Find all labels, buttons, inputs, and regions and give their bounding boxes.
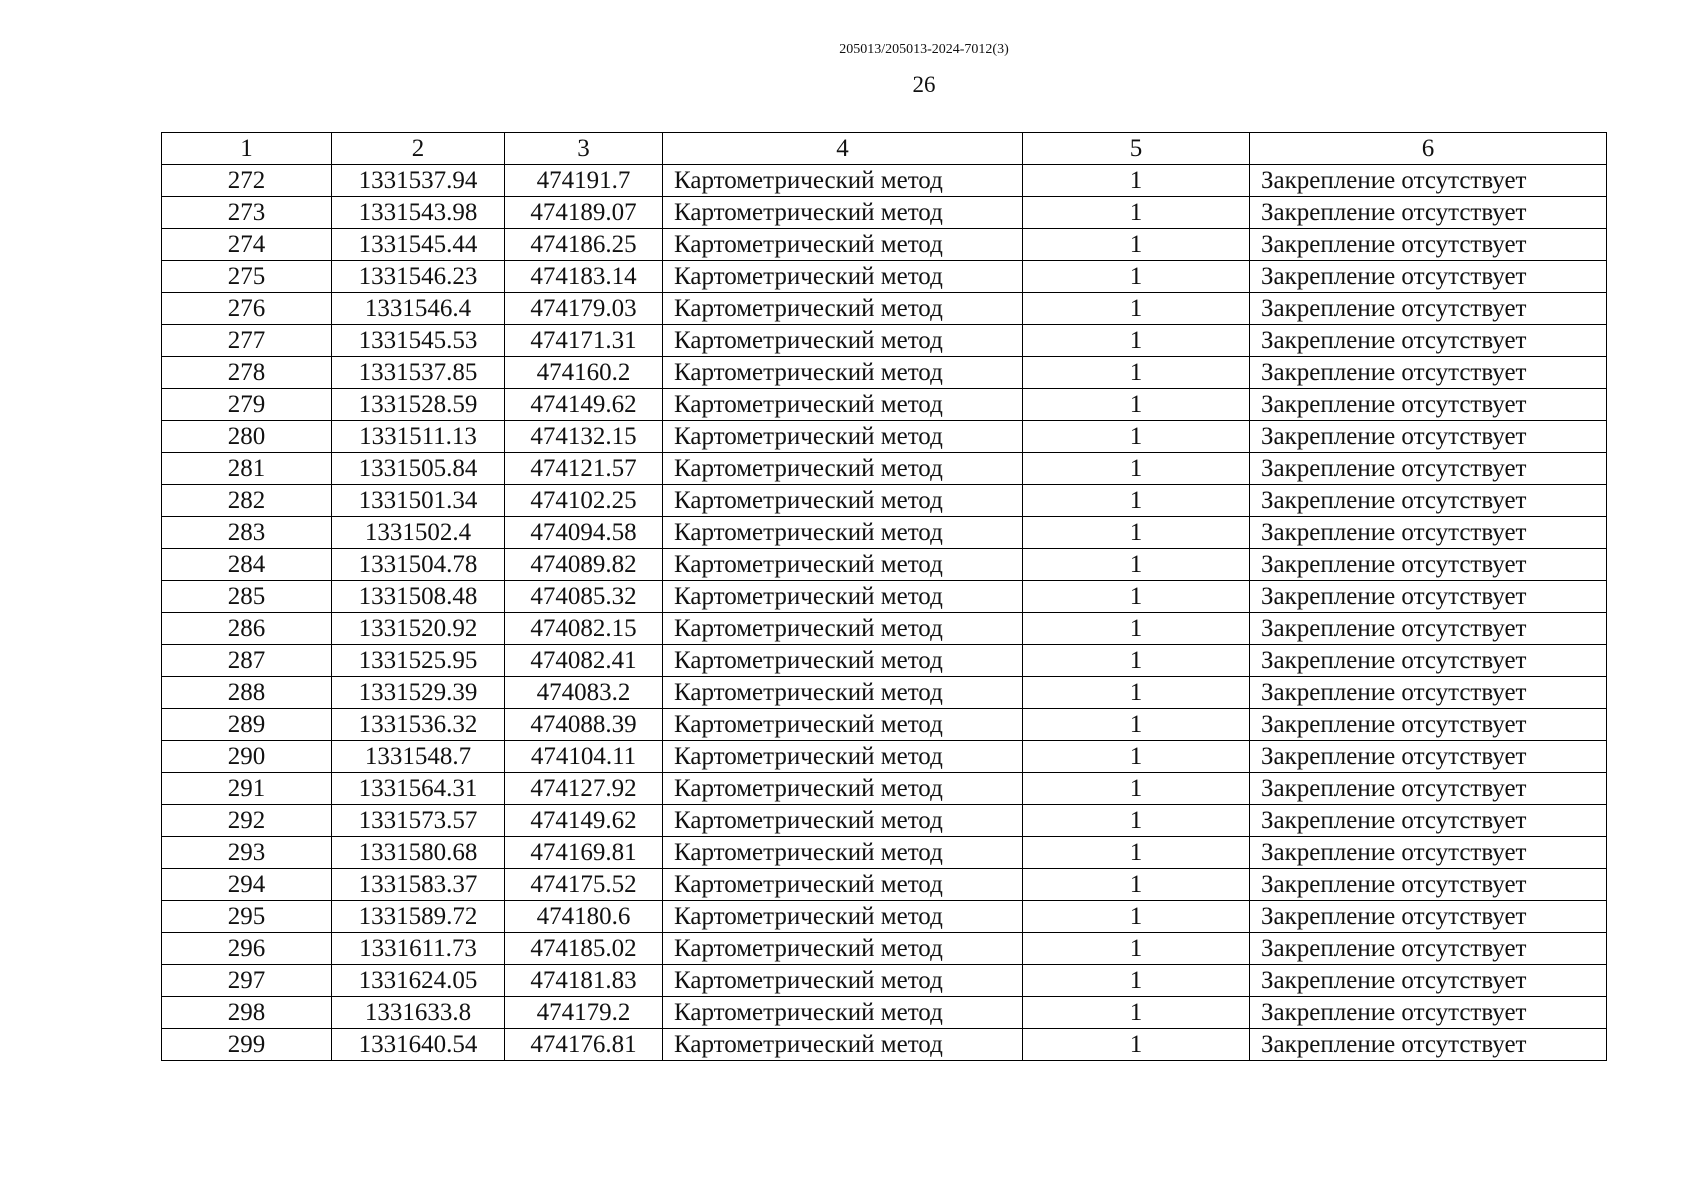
fixation-cell: Закрепление отсутствует xyxy=(1250,453,1607,485)
accuracy-cell: 1 xyxy=(1023,357,1250,389)
point-number-cell: 278 xyxy=(162,357,332,389)
table-row xyxy=(162,613,1607,645)
y-coordinate-cell: 474189.07 xyxy=(505,197,663,229)
accuracy-cell: 1 xyxy=(1023,229,1250,261)
fixation-cell: Закрепление отсутствует xyxy=(1250,165,1607,197)
method-cell: Картометрический метод xyxy=(663,261,1023,293)
x-coordinate-cell: 1331504.78 xyxy=(332,549,505,581)
accuracy-cell: 1 xyxy=(1023,165,1250,197)
x-coordinate-cell: 1331505.84 xyxy=(332,453,505,485)
point-number-cell: 272 xyxy=(162,165,332,197)
point-number-cell: 288 xyxy=(162,677,332,709)
accuracy-cell: 1 xyxy=(1023,805,1250,837)
point-number-cell: 286 xyxy=(162,613,332,645)
method-cell: Картометрический метод xyxy=(663,805,1023,837)
fixation-cell: Закрепление отсутствует xyxy=(1250,357,1607,389)
fixation-cell: Закрепление отсутствует xyxy=(1250,773,1607,805)
x-coordinate-cell: 1331546.23 xyxy=(332,261,505,293)
point-number-cell: 280 xyxy=(162,421,332,453)
accuracy-cell: 1 xyxy=(1023,453,1250,485)
accuracy-cell: 1 xyxy=(1023,965,1250,997)
fixation-cell: Закрепление отсутствует xyxy=(1250,389,1607,421)
method-cell: Картометрический метод xyxy=(663,197,1023,229)
x-coordinate-cell: 1331525.95 xyxy=(332,645,505,677)
point-number-cell: 297 xyxy=(162,965,332,997)
y-coordinate-cell: 474176.81 xyxy=(505,1029,663,1061)
method-cell: Картометрический метод xyxy=(663,581,1023,613)
accuracy-cell: 1 xyxy=(1023,325,1250,357)
y-coordinate-cell: 474104.11 xyxy=(505,741,663,773)
y-coordinate-cell: 474083.2 xyxy=(505,677,663,709)
method-cell: Картометрический метод xyxy=(663,773,1023,805)
x-coordinate-cell: 1331501.34 xyxy=(332,485,505,517)
y-coordinate-cell: 474127.92 xyxy=(505,773,663,805)
table-row xyxy=(162,805,1607,837)
point-number-cell: 294 xyxy=(162,869,332,901)
table-row xyxy=(162,581,1607,613)
method-cell: Картометрический метод xyxy=(663,997,1023,1029)
fixation-cell: Закрепление отсутствует xyxy=(1250,997,1607,1029)
column-header-5: 5 xyxy=(1023,133,1250,165)
y-coordinate-cell: 474181.83 xyxy=(505,965,663,997)
table-row xyxy=(162,421,1607,453)
fixation-cell: Закрепление отсутствует xyxy=(1250,581,1607,613)
accuracy-cell: 1 xyxy=(1023,1029,1250,1061)
accuracy-cell: 1 xyxy=(1023,261,1250,293)
x-coordinate-cell: 1331536.32 xyxy=(332,709,505,741)
table-row xyxy=(162,901,1607,933)
x-coordinate-cell: 1331520.92 xyxy=(332,613,505,645)
x-coordinate-cell: 1331502.4 xyxy=(332,517,505,549)
table-row xyxy=(162,165,1607,197)
table-row xyxy=(162,325,1607,357)
x-coordinate-cell: 1331564.31 xyxy=(332,773,505,805)
fixation-cell: Закрепление отсутствует xyxy=(1250,517,1607,549)
x-coordinate-cell: 1331508.48 xyxy=(332,581,505,613)
y-coordinate-cell: 474102.25 xyxy=(505,485,663,517)
accuracy-cell: 1 xyxy=(1023,581,1250,613)
accuracy-cell: 1 xyxy=(1023,709,1250,741)
fixation-cell: Закрепление отсутствует xyxy=(1250,485,1607,517)
point-number-cell: 289 xyxy=(162,709,332,741)
method-cell: Картометрический метод xyxy=(663,229,1023,261)
point-number-cell: 273 xyxy=(162,197,332,229)
y-coordinate-cell: 474175.52 xyxy=(505,869,663,901)
method-cell: Картометрический метод xyxy=(663,837,1023,869)
table-row xyxy=(162,261,1607,293)
point-number-cell: 277 xyxy=(162,325,332,357)
method-cell: Картометрический метод xyxy=(663,325,1023,357)
fixation-cell: Закрепление отсутствует xyxy=(1250,741,1607,773)
point-number-cell: 290 xyxy=(162,741,332,773)
fixation-cell: Закрепление отсутствует xyxy=(1250,933,1607,965)
column-header-4: 4 xyxy=(663,133,1023,165)
accuracy-cell: 1 xyxy=(1023,549,1250,581)
accuracy-cell: 1 xyxy=(1023,613,1250,645)
y-coordinate-cell: 474094.58 xyxy=(505,517,663,549)
method-cell: Картометрический метод xyxy=(663,677,1023,709)
point-number-cell: 293 xyxy=(162,837,332,869)
method-cell: Картометрический метод xyxy=(663,389,1023,421)
table-row xyxy=(162,293,1607,325)
point-number-cell: 283 xyxy=(162,517,332,549)
fixation-cell: Закрепление отсутствует xyxy=(1250,965,1607,997)
x-coordinate-cell: 1331545.53 xyxy=(332,325,505,357)
table-header-row xyxy=(162,133,1607,165)
fixation-cell: Закрепление отсутствует xyxy=(1250,1029,1607,1061)
point-number-cell: 285 xyxy=(162,581,332,613)
point-number-cell: 292 xyxy=(162,805,332,837)
fixation-cell: Закрепление отсутствует xyxy=(1250,677,1607,709)
method-cell: Картометрический метод xyxy=(663,1029,1023,1061)
method-cell: Картометрический метод xyxy=(663,293,1023,325)
x-coordinate-cell: 1331633.8 xyxy=(332,997,505,1029)
method-cell: Картометрический метод xyxy=(663,485,1023,517)
fixation-cell: Закрепление отсутствует xyxy=(1250,901,1607,933)
accuracy-cell: 1 xyxy=(1023,517,1250,549)
method-cell: Картометрический метод xyxy=(663,869,1023,901)
accuracy-cell: 1 xyxy=(1023,933,1250,965)
y-coordinate-cell: 474185.02 xyxy=(505,933,663,965)
method-cell: Картометрический метод xyxy=(663,709,1023,741)
table-row xyxy=(162,997,1607,1029)
table-row xyxy=(162,1029,1607,1061)
table-row xyxy=(162,197,1607,229)
accuracy-cell: 1 xyxy=(1023,389,1250,421)
fixation-cell: Закрепление отсутствует xyxy=(1250,229,1607,261)
method-cell: Картометрический метод xyxy=(663,549,1023,581)
y-coordinate-cell: 474121.57 xyxy=(505,453,663,485)
point-number-cell: 275 xyxy=(162,261,332,293)
y-coordinate-cell: 474085.32 xyxy=(505,581,663,613)
x-coordinate-cell: 1331537.85 xyxy=(332,357,505,389)
point-number-cell: 281 xyxy=(162,453,332,485)
accuracy-cell: 1 xyxy=(1023,837,1250,869)
accuracy-cell: 1 xyxy=(1023,997,1250,1029)
y-coordinate-cell: 474089.82 xyxy=(505,549,663,581)
y-coordinate-cell: 474132.15 xyxy=(505,421,663,453)
table-row xyxy=(162,869,1607,901)
method-cell: Картометрический метод xyxy=(663,645,1023,677)
x-coordinate-cell: 1331624.05 xyxy=(332,965,505,997)
x-coordinate-cell: 1331545.44 xyxy=(332,229,505,261)
x-coordinate-cell: 1331537.94 xyxy=(332,165,505,197)
table-row xyxy=(162,645,1607,677)
point-number-cell: 295 xyxy=(162,901,332,933)
y-coordinate-cell: 474186.25 xyxy=(505,229,663,261)
table-row xyxy=(162,549,1607,581)
accuracy-cell: 1 xyxy=(1023,741,1250,773)
accuracy-cell: 1 xyxy=(1023,421,1250,453)
y-coordinate-cell: 474088.39 xyxy=(505,709,663,741)
table-row xyxy=(162,965,1607,997)
table-row xyxy=(162,741,1607,773)
y-coordinate-cell: 474082.41 xyxy=(505,645,663,677)
column-header-3: 3 xyxy=(505,133,663,165)
coordinates-table xyxy=(161,132,1607,1061)
fixation-cell: Закрепление отсутствует xyxy=(1250,837,1607,869)
page-number: 26 xyxy=(912,72,936,97)
y-coordinate-cell: 474171.31 xyxy=(505,325,663,357)
y-coordinate-cell: 474183.14 xyxy=(505,261,663,293)
x-coordinate-cell: 1331543.98 xyxy=(332,197,505,229)
y-coordinate-cell: 474179.2 xyxy=(505,997,663,1029)
fixation-cell: Закрепление отсутствует xyxy=(1250,421,1607,453)
y-coordinate-cell: 474169.81 xyxy=(505,837,663,869)
point-number-cell: 276 xyxy=(162,293,332,325)
y-coordinate-cell: 474082.15 xyxy=(505,613,663,645)
point-number-cell: 282 xyxy=(162,485,332,517)
table-row xyxy=(162,229,1607,261)
fixation-cell: Закрепление отсутствует xyxy=(1250,293,1607,325)
y-coordinate-cell: 474160.2 xyxy=(505,357,663,389)
y-coordinate-cell: 474149.62 xyxy=(505,805,663,837)
method-cell: Картометрический метод xyxy=(663,357,1023,389)
point-number-cell: 284 xyxy=(162,549,332,581)
x-coordinate-cell: 1331546.4 xyxy=(332,293,505,325)
column-header-2: 2 xyxy=(332,133,505,165)
method-cell: Картометрический метод xyxy=(663,613,1023,645)
accuracy-cell: 1 xyxy=(1023,293,1250,325)
method-cell: Картометрический метод xyxy=(663,165,1023,197)
table-row xyxy=(162,837,1607,869)
table-row xyxy=(162,357,1607,389)
fixation-cell: Закрепление отсутствует xyxy=(1250,645,1607,677)
fixation-cell: Закрепление отсутствует xyxy=(1250,549,1607,581)
y-coordinate-cell: 474191.7 xyxy=(505,165,663,197)
x-coordinate-cell: 1331529.39 xyxy=(332,677,505,709)
table-row xyxy=(162,709,1607,741)
method-cell: Картометрический метод xyxy=(663,517,1023,549)
y-coordinate-cell: 474149.62 xyxy=(505,389,663,421)
fixation-cell: Закрепление отсутствует xyxy=(1250,805,1607,837)
method-cell: Картометрический метод xyxy=(663,453,1023,485)
fixation-cell: Закрепление отсутствует xyxy=(1250,709,1607,741)
point-number-cell: 296 xyxy=(162,933,332,965)
x-coordinate-cell: 1331511.13 xyxy=(332,421,505,453)
accuracy-cell: 1 xyxy=(1023,197,1250,229)
table-row xyxy=(162,677,1607,709)
method-cell: Картометрический метод xyxy=(663,741,1023,773)
x-coordinate-cell: 1331580.68 xyxy=(332,837,505,869)
point-number-cell: 279 xyxy=(162,389,332,421)
point-number-cell: 298 xyxy=(162,997,332,1029)
method-cell: Картометрический метод xyxy=(663,421,1023,453)
x-coordinate-cell: 1331583.37 xyxy=(332,869,505,901)
x-coordinate-cell: 1331640.54 xyxy=(332,1029,505,1061)
fixation-cell: Закрепление отсутствует xyxy=(1250,261,1607,293)
x-coordinate-cell: 1331611.73 xyxy=(332,933,505,965)
accuracy-cell: 1 xyxy=(1023,485,1250,517)
accuracy-cell: 1 xyxy=(1023,645,1250,677)
table-body xyxy=(162,165,1607,1061)
accuracy-cell: 1 xyxy=(1023,869,1250,901)
x-coordinate-cell: 1331528.59 xyxy=(332,389,505,421)
table-row xyxy=(162,933,1607,965)
table-row xyxy=(162,485,1607,517)
x-coordinate-cell: 1331573.57 xyxy=(332,805,505,837)
table-row xyxy=(162,453,1607,485)
fixation-cell: Закрепление отсутствует xyxy=(1250,869,1607,901)
y-coordinate-cell: 474180.6 xyxy=(505,901,663,933)
table-row xyxy=(162,389,1607,421)
table-row xyxy=(162,773,1607,805)
point-number-cell: 274 xyxy=(162,229,332,261)
accuracy-cell: 1 xyxy=(1023,773,1250,805)
fixation-cell: Закрепление отсутствует xyxy=(1250,613,1607,645)
y-coordinate-cell: 474179.03 xyxy=(505,293,663,325)
table-row xyxy=(162,517,1607,549)
x-coordinate-cell: 1331589.72 xyxy=(332,901,505,933)
accuracy-cell: 1 xyxy=(1023,677,1250,709)
fixation-cell: Закрепление отсутствует xyxy=(1250,197,1607,229)
document-code: 205013/205013-2024-7012(3) xyxy=(839,42,1009,57)
point-number-cell: 291 xyxy=(162,773,332,805)
accuracy-cell: 1 xyxy=(1023,901,1250,933)
point-number-cell: 299 xyxy=(162,1029,332,1061)
column-header-6: 6 xyxy=(1250,133,1607,165)
column-header-1: 1 xyxy=(162,133,332,165)
x-coordinate-cell: 1331548.7 xyxy=(332,741,505,773)
method-cell: Картометрический метод xyxy=(663,965,1023,997)
method-cell: Картометрический метод xyxy=(663,901,1023,933)
method-cell: Картометрический метод xyxy=(663,933,1023,965)
fixation-cell: Закрепление отсутствует xyxy=(1250,325,1607,357)
point-number-cell: 287 xyxy=(162,645,332,677)
